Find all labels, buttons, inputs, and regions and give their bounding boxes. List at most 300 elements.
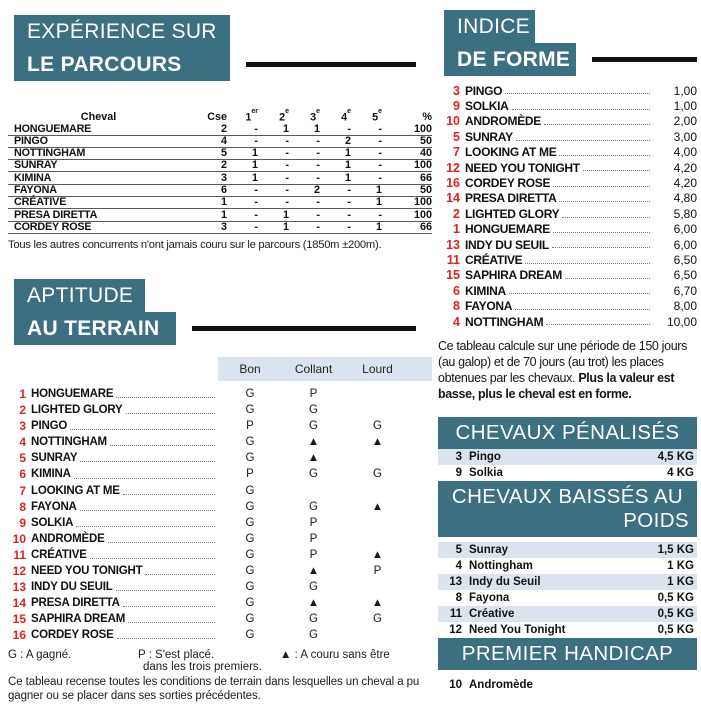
- horse-name: HONGUEMARE: [465, 222, 551, 237]
- horse-number: 16: [446, 176, 460, 191]
- percentage: 100: [413, 122, 432, 135]
- title-rule: [246, 62, 416, 67]
- horse-name: FAYONA: [465, 299, 513, 314]
- course-count: 2: [220, 122, 227, 135]
- experience-section-title: [14, 15, 432, 81]
- weight-penalty: 4,5 KG: [657, 451, 694, 464]
- place-4: -: [347, 184, 351, 197]
- weight-reduction: 1 KG: [667, 560, 694, 573]
- table-row: [8, 515, 432, 531]
- terrain-bon-result: G: [245, 613, 255, 626]
- horse-number: 7: [453, 145, 460, 160]
- terrain-bon-result: G: [245, 452, 255, 465]
- horse-number: 12: [449, 624, 462, 637]
- table-row: [8, 386, 432, 402]
- horse-number: 11: [446, 252, 460, 267]
- percentage: 100: [413, 196, 432, 209]
- place-2: -: [285, 147, 289, 160]
- title-rule: [192, 326, 416, 331]
- dotted-leader: [512, 109, 650, 110]
- dotted-leader: [516, 140, 650, 141]
- place-4: 1: [344, 171, 351, 184]
- terrain-lourd-result: ▲: [371, 548, 384, 561]
- aptitude-title-line1: APTITUDE: [14, 279, 145, 312]
- terrain-lourd-result: G: [373, 468, 382, 481]
- form-index-value: 4,20: [673, 160, 697, 175]
- dotted-leader: [70, 429, 215, 430]
- indice-footnote-bold: Plus la valeur est basse, plus le cheval est en forme.: [438, 370, 675, 401]
- table-row: [8, 547, 432, 563]
- horse-name: CRÉATIVE: [465, 252, 523, 267]
- place-5: 1: [375, 220, 382, 233]
- weight-reduction: 1 KG: [667, 576, 694, 589]
- terrain-collant-result: ▲: [307, 565, 320, 578]
- horse-name: LOOKING AT ME: [31, 484, 120, 497]
- column-header-3e: 3e: [310, 107, 320, 124]
- horse-number: 5: [19, 451, 26, 466]
- terrain-collant-result: P: [309, 532, 318, 545]
- terrain-collant-result: P: [309, 516, 318, 529]
- table-row: [8, 418, 432, 434]
- list-item: [438, 465, 697, 481]
- horse-number: 10: [446, 114, 460, 129]
- form-index-value: 4,00: [673, 145, 697, 160]
- place-4: -: [347, 208, 351, 221]
- column-header-cheval: Cheval: [80, 111, 117, 124]
- horse-number: 9: [453, 99, 460, 114]
- legend-gagne: G : A gagné.: [8, 649, 72, 662]
- place-1: 1: [251, 159, 258, 172]
- list-item: [438, 129, 697, 144]
- horse-name: HONGUEMARE: [14, 122, 92, 135]
- list-item: [438, 175, 697, 190]
- horse-number: 8: [453, 299, 460, 314]
- table-row: [8, 136, 432, 148]
- terrain-bon-result: G: [245, 484, 255, 497]
- horse-name: SUNRAY: [465, 129, 513, 144]
- place-2: -: [285, 171, 289, 184]
- list-item: [438, 98, 697, 113]
- handicap-banner: PREMIER HANDICAP: [438, 638, 697, 670]
- place-1: -: [254, 208, 258, 221]
- course-count: 1: [220, 196, 227, 209]
- course-count: 3: [220, 220, 227, 233]
- dotted-leader: [80, 461, 215, 462]
- horse-name: Créative: [469, 608, 515, 621]
- horse-name: Solkia: [469, 467, 503, 480]
- dotted-leader: [123, 494, 215, 495]
- indice-footnote: [438, 339, 697, 402]
- horse-number: 8: [455, 592, 462, 605]
- horse-number: 13: [12, 580, 26, 595]
- aptitude-column-headers: [218, 357, 432, 381]
- place-1: -: [254, 122, 258, 135]
- horse-number: 8: [19, 499, 26, 514]
- form-index-value: 10,00: [666, 314, 697, 329]
- table-row: [8, 531, 432, 547]
- place-2: -: [285, 159, 289, 172]
- horse-name: CORDEY ROSE: [14, 220, 92, 233]
- horse-number: 4: [453, 314, 460, 329]
- dotted-leader: [128, 622, 215, 623]
- course-count: 1: [220, 208, 227, 221]
- table-row: [8, 627, 432, 643]
- horse-name: KIMINA: [14, 171, 52, 184]
- percentage: 66: [419, 171, 432, 184]
- column-header-1er: 1er: [245, 107, 258, 124]
- terrain-collant-result: P: [309, 388, 318, 401]
- table-row: [8, 483, 432, 499]
- horse-number: 1: [19, 387, 26, 402]
- horse-name: LIGHTED GLORY: [31, 404, 123, 417]
- list-item: [438, 574, 697, 590]
- place-3: -: [316, 147, 320, 160]
- horse-name: SOLKIA: [31, 516, 74, 529]
- aptitude-footnote: Ce tableau recense toutes les conditions de terrain dans lesquelles un cheval a pu gagner ou se placer dans ses sorties précédentes.: [8, 676, 420, 703]
- form-index-value: 4,20: [673, 176, 697, 191]
- column-header-cse: Cse: [207, 111, 227, 124]
- horse-number: 12: [446, 160, 460, 175]
- horse-number: 5: [455, 544, 462, 557]
- terrain-collant-result: G: [309, 404, 318, 417]
- place-5: -: [378, 122, 382, 135]
- place-4: 1: [344, 147, 351, 160]
- dotted-leader: [90, 558, 215, 559]
- terrain-bon-result: G: [245, 548, 255, 561]
- place-1: -: [254, 220, 258, 233]
- horse-name: PINGO: [14, 134, 48, 147]
- form-index-value: 6,00: [673, 222, 697, 237]
- legend-place: P : S'est placé.: [138, 649, 215, 662]
- weight-reduction: 0,5 KG: [657, 624, 694, 637]
- horse-number: 13: [446, 237, 460, 252]
- horse-name: HONGUEMARE: [31, 388, 114, 401]
- horse-name: NOTTINGHAM: [31, 436, 107, 449]
- horse-number: 6: [19, 467, 26, 482]
- dotted-leader: [559, 155, 650, 156]
- course-count: 6: [220, 184, 227, 197]
- terrain-lourd-result: ▲: [371, 500, 384, 513]
- horse-name: PRESA DIRETTA: [31, 597, 120, 610]
- terrain-collant-result: G: [309, 500, 318, 513]
- table-row: [8, 197, 432, 209]
- horse-number: 13: [449, 576, 462, 589]
- column-header-5e: 5e: [372, 107, 382, 124]
- terrain-bon-result: G: [245, 532, 255, 545]
- horse-name: NEED YOU TONIGHT: [465, 160, 580, 175]
- terrain-bon-result: P: [246, 468, 254, 481]
- place-5: -: [378, 134, 382, 147]
- table-row: [8, 123, 432, 135]
- terrain-bon-result: G: [245, 581, 255, 594]
- terrain-bon-result: G: [245, 388, 255, 401]
- dotted-leader: [583, 170, 650, 171]
- horse-number: 2: [19, 403, 26, 418]
- table-row: [8, 148, 432, 160]
- right-column: [438, 0, 697, 693]
- column-header-bon: Bon: [239, 361, 261, 376]
- penalises-banner: CHEVAUX PÉNALISÉS: [438, 417, 697, 449]
- form-index-value: 5,80: [673, 206, 697, 221]
- terrain-collant-result: G: [309, 420, 318, 433]
- indice-footnote-text: Ce tableau calcule sur une période de 150 jours (au galop) et de 70 jours (au trot) les places obtenues par les chevaux.: [438, 339, 688, 385]
- place-4: 1: [344, 159, 351, 172]
- dotted-leader: [544, 124, 650, 125]
- horse-name: PRESA DIRETTA: [14, 208, 98, 221]
- table-row: [8, 434, 432, 450]
- terrain-collant-result: ▲: [307, 436, 320, 449]
- horse-number: 3: [453, 83, 460, 98]
- dotted-leader: [553, 186, 650, 187]
- aptitude-legend: [8, 649, 432, 673]
- terrain-bon-result: P: [246, 420, 254, 433]
- experience-title-line2: LE PARCOURS: [14, 48, 230, 81]
- place-1: -: [254, 134, 258, 147]
- column-header-pct: %: [422, 111, 432, 124]
- horse-name: SUNRAY: [31, 452, 78, 465]
- dotted-leader: [509, 293, 650, 294]
- place-1: 1: [251, 147, 258, 160]
- dotted-leader: [117, 638, 215, 639]
- place-5: 1: [375, 184, 382, 197]
- terrain-bon-result: G: [245, 597, 255, 610]
- experience-title-line1: EXPÉRIENCE SUR: [14, 15, 230, 48]
- horse-name: KIMINA: [31, 468, 71, 481]
- horse-name: PINGO: [465, 83, 503, 98]
- course-count: 4: [220, 134, 227, 147]
- list-item: [438, 558, 697, 574]
- dotted-leader: [74, 478, 215, 479]
- horse-number: 10: [12, 531, 26, 546]
- terrain-lourd-result: [345, 388, 410, 400]
- column-header-collant: Collant: [294, 361, 333, 376]
- form-index-value: 6,00: [673, 237, 697, 252]
- experience-table: [8, 107, 432, 251]
- list-item: [438, 314, 697, 329]
- horse-name: SAPHIRA DREAM: [31, 613, 126, 626]
- place-4: -: [347, 122, 351, 135]
- form-index-value: 1,00: [673, 99, 697, 114]
- weight-reduction: 1,5 KG: [657, 544, 694, 557]
- percentage: 100: [413, 208, 432, 221]
- weight-reduction: 0,5 KG: [657, 608, 694, 621]
- legend-triangle-line2: dans les trois premiers.: [143, 661, 262, 674]
- dotted-leader: [546, 324, 650, 325]
- list-item: [438, 283, 697, 298]
- horse-name: ANDROMÈDE: [465, 114, 541, 129]
- horse-name: INDY DU SEUIL: [31, 581, 113, 594]
- terrain-lourd-result: [345, 485, 410, 497]
- percentage: 100: [413, 159, 432, 172]
- penalises-list: [438, 449, 697, 481]
- handicap-list: [438, 677, 697, 693]
- percentage: 50: [419, 134, 432, 147]
- left-column: [8, 0, 432, 704]
- place-5: -: [378, 159, 382, 172]
- column-header-2e: 2e: [279, 107, 289, 124]
- place-2: 1: [282, 122, 289, 135]
- place-2: 1: [282, 208, 289, 221]
- baisses-banner: [438, 481, 697, 537]
- list-item: [438, 542, 697, 558]
- horse-name: CORDEY ROSE: [31, 629, 114, 642]
- horse-number: 6: [453, 283, 460, 298]
- dotted-leader: [505, 93, 650, 94]
- terrain-bon-result: G: [245, 404, 255, 417]
- place-2: -: [285, 134, 289, 147]
- place-1: 1: [251, 171, 258, 184]
- horse-number: 9: [19, 515, 26, 530]
- horse-name: PINGO: [31, 420, 68, 433]
- percentage: 50: [419, 184, 432, 197]
- list-item: [438, 145, 697, 160]
- indice-list: [438, 83, 697, 329]
- horse-name: SAPHIRA DREAM: [465, 268, 562, 283]
- horse-number: 7: [19, 483, 26, 498]
- terrain-lourd-result: G: [373, 613, 382, 626]
- table-row: [8, 172, 432, 184]
- horse-name: FAYONA: [31, 500, 77, 513]
- place-5: -: [378, 208, 382, 221]
- terrain-bon-result: G: [245, 436, 255, 449]
- dotted-leader: [80, 510, 215, 511]
- terrain-bon-result: G: [245, 500, 255, 513]
- form-index-value: 6,50: [673, 252, 697, 267]
- list-item: [438, 606, 697, 622]
- horse-name: CRÉATIVE: [31, 548, 87, 561]
- horse-name: SUNRAY: [14, 159, 58, 172]
- terrain-lourd-result: [345, 404, 410, 416]
- place-1: -: [254, 196, 258, 209]
- percentage: 40: [419, 147, 432, 160]
- form-index-value: 6,50: [673, 268, 697, 283]
- terrain-collant-result: P: [309, 548, 318, 561]
- place-3: 1: [313, 122, 320, 135]
- horse-number: 11: [13, 547, 26, 562]
- course-count: 3: [220, 171, 227, 184]
- horse-name: KIMINA: [465, 283, 506, 298]
- baisses-list: [438, 542, 697, 638]
- experience-table-body: [8, 123, 432, 234]
- course-count: 2: [220, 159, 227, 172]
- horse-number: 14: [12, 596, 26, 611]
- indice-title-line1: INDICE: [444, 10, 535, 43]
- dotted-leader: [559, 201, 650, 202]
- table-row: [8, 160, 432, 172]
- table-row: [8, 611, 432, 627]
- place-3: -: [316, 159, 320, 172]
- form-index-value: 2,00: [673, 114, 697, 129]
- place-5: -: [378, 171, 382, 184]
- horse-number: 10: [449, 679, 462, 692]
- horse-number: 12: [12, 564, 26, 579]
- terrain-lourd-result: ▲: [371, 436, 384, 449]
- place-4: -: [347, 196, 351, 209]
- dotted-leader: [145, 574, 215, 575]
- dotted-leader: [126, 413, 215, 414]
- dotted-leader: [123, 606, 215, 607]
- table-row: [8, 499, 432, 515]
- dotted-leader: [110, 445, 215, 446]
- dotted-leader: [108, 542, 215, 543]
- table-row: [8, 466, 432, 482]
- horse-name: INDY DU SEUIL: [465, 237, 549, 252]
- horse-name: ANDROMÈDE: [31, 532, 105, 545]
- terrain-collant-result: ▲: [307, 452, 320, 465]
- terrain-lourd-result: [345, 581, 410, 593]
- horse-name: LOOKING AT ME: [465, 145, 557, 160]
- horse-number: 11: [449, 608, 462, 621]
- horse-number: 16: [12, 628, 26, 643]
- table-row: [8, 563, 432, 579]
- horse-number: 3: [455, 451, 462, 464]
- place-3: -: [316, 134, 320, 147]
- terrain-lourd-result: [345, 517, 410, 529]
- horse-number: 15: [12, 612, 26, 627]
- horse-name: CRÉATIVE: [14, 196, 67, 209]
- horse-number: 4: [455, 560, 462, 573]
- terrain-bon-result: G: [245, 516, 255, 529]
- terrain-bon-result: G: [245, 629, 255, 642]
- list-item: [438, 590, 697, 606]
- place-4: 2: [344, 134, 351, 147]
- horse-name: CORDEY ROSE: [465, 176, 551, 191]
- table-row: [8, 579, 432, 595]
- horse-number: 14: [446, 191, 460, 206]
- place-3: -: [316, 208, 320, 221]
- horse-number: 1: [453, 222, 460, 237]
- horse-name: Need You Tonight: [469, 624, 566, 637]
- terrain-lourd-result: [345, 533, 410, 545]
- horse-number: 3: [19, 419, 26, 434]
- aptitude-table-body: [8, 386, 432, 644]
- terrain-collant-result: G: [309, 581, 318, 594]
- terrain-lourd-result: [345, 452, 410, 464]
- horse-number: 9: [455, 467, 462, 480]
- list-item: [438, 237, 697, 252]
- horse-name: LIGHTED GLORY: [465, 206, 560, 221]
- horse-name: Indy du Seuil: [469, 576, 541, 589]
- weight-penalty: 4 KG: [667, 467, 694, 480]
- experience-table-header: [8, 107, 432, 124]
- horse-name: NOTTINGHAM: [14, 147, 86, 160]
- list-item: [438, 83, 697, 98]
- place-2: 1: [282, 220, 289, 233]
- form-index-value: 6,70: [673, 283, 697, 298]
- table-row: [8, 450, 432, 466]
- horse-number: 4: [19, 435, 26, 450]
- list-item: [438, 252, 697, 267]
- table-row: [8, 402, 432, 418]
- form-index-value: 8,00: [673, 299, 697, 314]
- dotted-leader: [565, 278, 650, 279]
- percentage: 66: [419, 220, 432, 233]
- experience-footnote: Tous les autres concurrents n'ont jamais couru sur le parcours (1850m ±200m).: [8, 238, 382, 251]
- indice-title-line2: DE FORME: [444, 43, 576, 76]
- legend-triangle: ▲ : A couru sans être: [280, 649, 390, 662]
- list-item: [438, 449, 697, 465]
- terrain-lourd-result: [345, 629, 410, 641]
- form-index-value: 1,00: [673, 83, 697, 98]
- horse-number: 5: [453, 129, 460, 144]
- place-5: 1: [375, 196, 382, 209]
- horse-name: PRESA DIRETTA: [465, 191, 557, 206]
- place-3: -: [316, 171, 320, 184]
- weight-reduction: 0,5 KG: [657, 592, 694, 605]
- title-rule: [592, 57, 697, 62]
- terrain-lourd-result: ▲: [371, 597, 384, 610]
- list-item: [438, 114, 697, 129]
